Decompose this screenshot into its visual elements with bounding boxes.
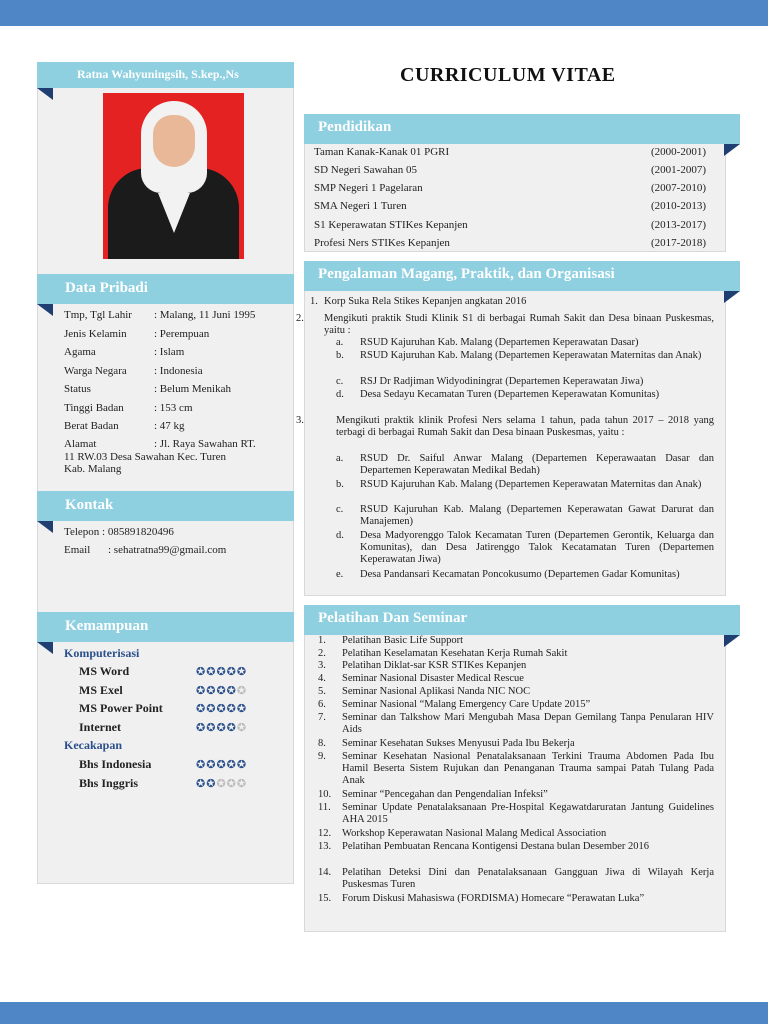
experience-subitem: a. RSUD Dr. Saiful Anwar Malang (Departemen Keperawaatan Dasar dan Departemen Keperawatan Medikal Bedah): [336, 453, 714, 476]
address-line: Kab. Malang: [64, 463, 122, 475]
ribbon-fold: [724, 291, 740, 303]
star-icon: ✪: [216, 759, 227, 771]
experience-item: 2. Mengikuti praktik Studi Klinik S1 di berbagai Rumah Sakit dan Desa binaan Puskesmas, yaitu :: [296, 313, 714, 336]
personal-row: Berat Badan : 47 kg: [64, 420, 185, 432]
experience-subitem: b. RSUD Kajuruhan Kab. Malang (Departemen Keperawatan Maternitas dan Anak): [336, 350, 702, 361]
star-icon: ✪: [226, 778, 237, 790]
kontak-heading: Kontak: [37, 491, 294, 521]
experience-subitem: d. Desa Sedayu Kecamatan Turen (Departemen Keperawatan Komunitas): [336, 389, 660, 400]
address-row: Alamat : Jl. Raya Sawahan RT.: [64, 438, 256, 450]
seminar-item: 6. Seminar Nasional “Malang Emergency Care Update 2015”: [318, 699, 591, 710]
experience-subitem: c. RSJ Dr Radjiman Widyodiningrat (Departemen Keperawatan Jiwa): [336, 376, 644, 387]
experience-subitem: d. Desa Madyorenggo Talok Kecamatan Turen (Departemen Gerontik, Keluarga dan Komunitas), dan Desa Jatirenggo Talok Kecatamatan Turen (Departemen Keperawatan Jiwa): [336, 530, 714, 565]
skill-name: MS Word: [79, 664, 130, 678]
personal-row: Agama : Islam: [64, 346, 185, 358]
experience-item: 1. Korp Suka Rela Stikes Kepanjen angkatan 2016: [310, 296, 527, 307]
education-row: SMA Negeri 1 Turen (2010-2013): [314, 200, 706, 212]
seminar-item: 2. Pelatihan Keselamatan Kesehatan Kerja Rumah Sakit: [318, 648, 568, 659]
star-icon: ✪: [236, 703, 248, 715]
personal-row: Jenis Kelamin : Perempuan: [64, 328, 210, 340]
pendidikan-heading: Pendidikan: [304, 114, 740, 144]
ribbon-fold: [37, 304, 53, 316]
education-row: S1 Keperawatan STIKes Kepanjen (2013-2017): [314, 219, 706, 231]
experience-subitem: b. RSUD Kajuruhan Kab. Malang (Departemen Keperawatan Maternitas dan Anak): [336, 479, 702, 490]
seminar-item: 13. Pelatihan Pembuatan Rencana Kontigensi Destana bulan Desember 2016: [318, 841, 650, 852]
skill-name: MS Exel: [79, 683, 123, 697]
skill-rating: [196, 702, 247, 715]
education-row: Profesi Ners STIKes Kepanjen (2017-2018): [314, 237, 706, 249]
data-pribadi-heading: Data Pribadi: [37, 274, 294, 304]
email-row: Email : sehatratna99@gmail.com: [64, 544, 227, 556]
star-icon: ✪: [206, 778, 217, 790]
seminar-item: 1. Pelatihan Basic Life Support: [318, 635, 464, 646]
star-icon: ✪: [226, 759, 237, 771]
star-icon: ✪: [236, 685, 248, 697]
star-icon: ✪: [196, 685, 207, 697]
star-icon: ✪: [206, 722, 217, 734]
computer-skills-title: Komputerisasi: [64, 646, 140, 660]
address-line: 11 RW.03 Desa Sawahan Kec. Turen: [64, 451, 227, 463]
star-icon: ✪: [216, 703, 227, 715]
seminar-item: 5. Seminar Nasional Aplikasi Nanda NIC NOC: [318, 686, 531, 697]
ribbon-fold: [37, 521, 53, 533]
experience-subitem: c. RSUD Kajuruhan Kab. Malang (Departemen Keperawatan Gawat Darurat dan Manajemen): [336, 504, 714, 527]
star-icon: ✪: [236, 666, 248, 678]
star-icon: ✪: [226, 685, 237, 697]
star-icon: ✪: [206, 703, 217, 715]
skill-name: Bhs Inggris: [79, 776, 139, 790]
star-icon: ✪: [216, 666, 227, 678]
name-header: Ratna Wahyuningsih, S.kep.,Ns: [37, 62, 294, 88]
ribbon-fold: [37, 88, 53, 100]
bottom-banner: [0, 1002, 768, 1024]
seminar-item: 3. Pelatihan Diklat-sar KSR STIKes Kepanjen: [318, 660, 527, 671]
star-icon: ✪: [216, 722, 227, 734]
pengalaman-heading: Pengalaman Magang, Praktik, dan Organisasi: [304, 261, 740, 291]
pelatihan-heading: Pelatihan Dan Seminar: [304, 605, 740, 635]
phone-text: Telepon : 085891820496: [64, 526, 174, 538]
language-skills-title: Kecakapan: [64, 738, 123, 752]
skill-rating: [196, 665, 247, 678]
star-icon: ✪: [196, 703, 207, 715]
star-icon: ✪: [226, 703, 237, 715]
ribbon-fold: [37, 642, 53, 654]
star-icon: ✪: [226, 722, 237, 734]
skill-rating: [196, 777, 247, 790]
star-icon: ✪: [196, 722, 207, 734]
experience-subitem: a. RSUD Kajuruhan Kab. Malang (Departemen Keperawatan Dasar): [336, 337, 639, 348]
page-title: CURRICULUM VITAE: [400, 64, 616, 86]
star-icon: ✪: [216, 685, 227, 697]
seminar-item: 9. Seminar Kesehatan Nasional Penatalaksanaan Terkini Trauma Abdomen Pada Ibu Hamil Beserta Sistem Rujukan dan Penanganan Trauma sampai Patah Tulang Pada Anak: [318, 751, 714, 786]
ribbon-fold: [724, 144, 740, 156]
seminar-item: 10. Seminar “Pencegahan dan Pengendalian Infeksi”: [318, 789, 548, 800]
seminar-item: 11. Seminar Update Penatalaksanaan Pre-Hospital Kegawatdaruratan Jantung Guidelines AHA 2015: [318, 802, 714, 825]
personal-row: Tinggi Badan : 153 cm: [64, 402, 193, 414]
star-icon: ✪: [206, 666, 217, 678]
seminar-item: 14. Pelatihan Deteksi Dini dan Penatalaksanaan Gangguan Jiwa di Wilayah Kerja Puskesmas Turen: [318, 867, 714, 890]
skill-rating: [196, 684, 247, 697]
star-icon: ✪: [236, 778, 248, 790]
kemampuan-heading: Kemampuan: [37, 612, 294, 642]
star-icon: ✪: [196, 666, 207, 678]
star-icon: ✪: [236, 722, 248, 734]
seminar-item: 15. Forum Diskusi Mahasiswa (FORDISMA) Homecare “Perawatan Luka”: [318, 893, 645, 904]
skill-name: Bhs Indonesia: [79, 757, 152, 771]
star-icon: ✪: [236, 759, 248, 771]
seminar-item: 12. Workshop Keperawatan Nasional Malang Medical Association: [318, 828, 607, 839]
seminar-item: 7. Seminar dan Talkshow Mari Mengubah Masa Depan Gemilang Tanpa Penularan HIV Aids: [318, 712, 714, 735]
seminar-item: 8. Seminar Kesehatan Sukses Menyusui Pada Ibu Bekerja: [318, 738, 575, 749]
personal-row: Status : Belum Menikah: [64, 383, 231, 395]
star-icon: ✪: [206, 759, 217, 771]
ribbon-fold: [724, 635, 740, 647]
star-icon: ✪: [196, 759, 207, 771]
experience-item: 3. Mengikuti praktik klinik Profesi Ners selama 1 tahun, pada tahun 2017 – 2018 yang terbagi di berbagai Rumah Sakit dan Desa binaan Puskesmas, yaitu :: [296, 415, 714, 438]
personal-row: Tmp, Tgl Lahir : Malang, 11 Juni 1995: [64, 309, 256, 321]
skill-name: MS Power Point: [79, 701, 163, 715]
star-icon: ✪: [216, 778, 227, 790]
education-row: Taman Kanak-Kanak 01 PGRI (2000-2001): [314, 146, 706, 158]
skill-rating: [196, 721, 247, 734]
seminar-item: 4. Seminar Nasional Disaster Medical Rescue: [318, 673, 524, 684]
personal-row: Warga Negara : Indonesia: [64, 365, 203, 377]
star-icon: ✪: [196, 778, 207, 790]
education-row: SD Negeri Sawahan 05 (2001-2007): [314, 164, 706, 176]
skill-name: Internet: [79, 720, 121, 734]
star-icon: ✪: [206, 685, 217, 697]
skill-rating: [196, 758, 247, 771]
top-banner: [0, 0, 768, 26]
star-icon: ✪: [226, 666, 237, 678]
experience-subitem: e. Desa Pandansari Kecamatan Poncokusumo (Departemen Gadar Komunitas): [336, 569, 680, 580]
education-row: SMP Negeri 1 Pagelaran (2007-2010): [314, 182, 706, 194]
profile-photo: [103, 93, 244, 259]
